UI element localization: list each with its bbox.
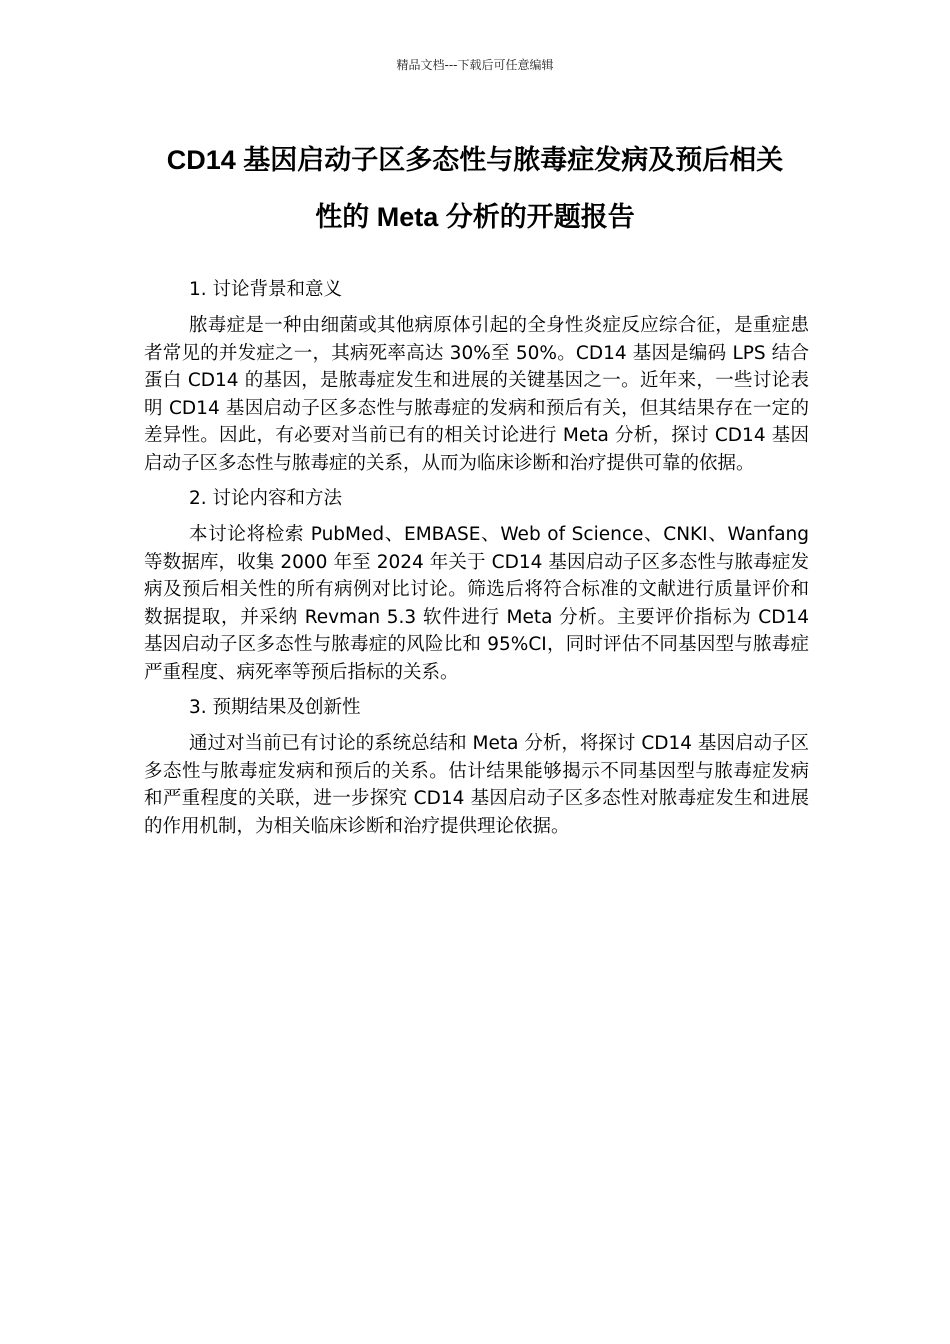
section-background <box>144 276 809 477</box>
section-paragraph: 脓毒症是一种由细菌或其他病原体引起的全身性炎症反应综合征，是重症患者常见的并发症之一，其病死率高达 30%至 50%。CD14 基因是编码 LPS 结合蛋白 CD14 的基因，是脓毒症发生和进展的关键基因之一。近年来，一些讨论表明 CD14 基因启动子区多态性与脓毒症的发病和预后有关，但其结果存在一定的差异性。因此，有必要对当前已有的相关讨论进行 Meta 分析，探讨 CD14 基因启动子区多态性与脓毒症的关系，从而为临床诊断和治疗提供可靠的依据。 <box>144 315 809 474</box>
section-heading: 3. 预期结果及创新性 <box>189 697 361 718</box>
title-line-2: 性的 Meta 分析的开题报告 <box>315 202 635 232</box>
section-expected-results <box>144 694 809 840</box>
document-title <box>120 132 830 246</box>
section-heading: 2. 讨论内容和方法 <box>189 488 343 509</box>
section-paragraph: 通过对当前已有讨论的系统总结和 Meta 分析，将探讨 CD14 基因启动子区多态性与脓毒症发病和预后的关系。估计结果能够揭示不同基因型与脓毒症发病和严重程度的关联，进一步探究 CD14 基因启动子区多态性对脓毒症发生和进展的作用机制，为相关临床诊断和治疗提供理论依据。 <box>144 733 809 837</box>
section-heading: 1. 讨论背景和意义 <box>189 279 343 300</box>
title-line-1: CD14 基因启动子区多态性与脓毒症发病及预后相关 <box>166 145 784 175</box>
document-body <box>144 276 809 848</box>
section-content-methods <box>144 485 809 686</box>
page-header: 精品文档---下载后可任意编辑 <box>396 58 554 72</box>
section-paragraph: 本讨论将检索 PubMed、EMBASE、Web of Science、CNKI、Wanfang 等数据库，收集 2000 年至 2024 年关于 CD14 基因启动子区多态性与脓毒症发病及预后相关性的所有病例对比讨论。筛选后将符合标准的文献进行质量评价和数据提取，并采纳 Revman 5.3 软件进行 Meta 分析。主要评价指标为 CD14 基因启动子区多态性与脓毒症的风险比和 95%CI，同时评估不同基因型与脓毒症严重程度、病死率等预后指标的关系。 <box>144 524 809 683</box>
